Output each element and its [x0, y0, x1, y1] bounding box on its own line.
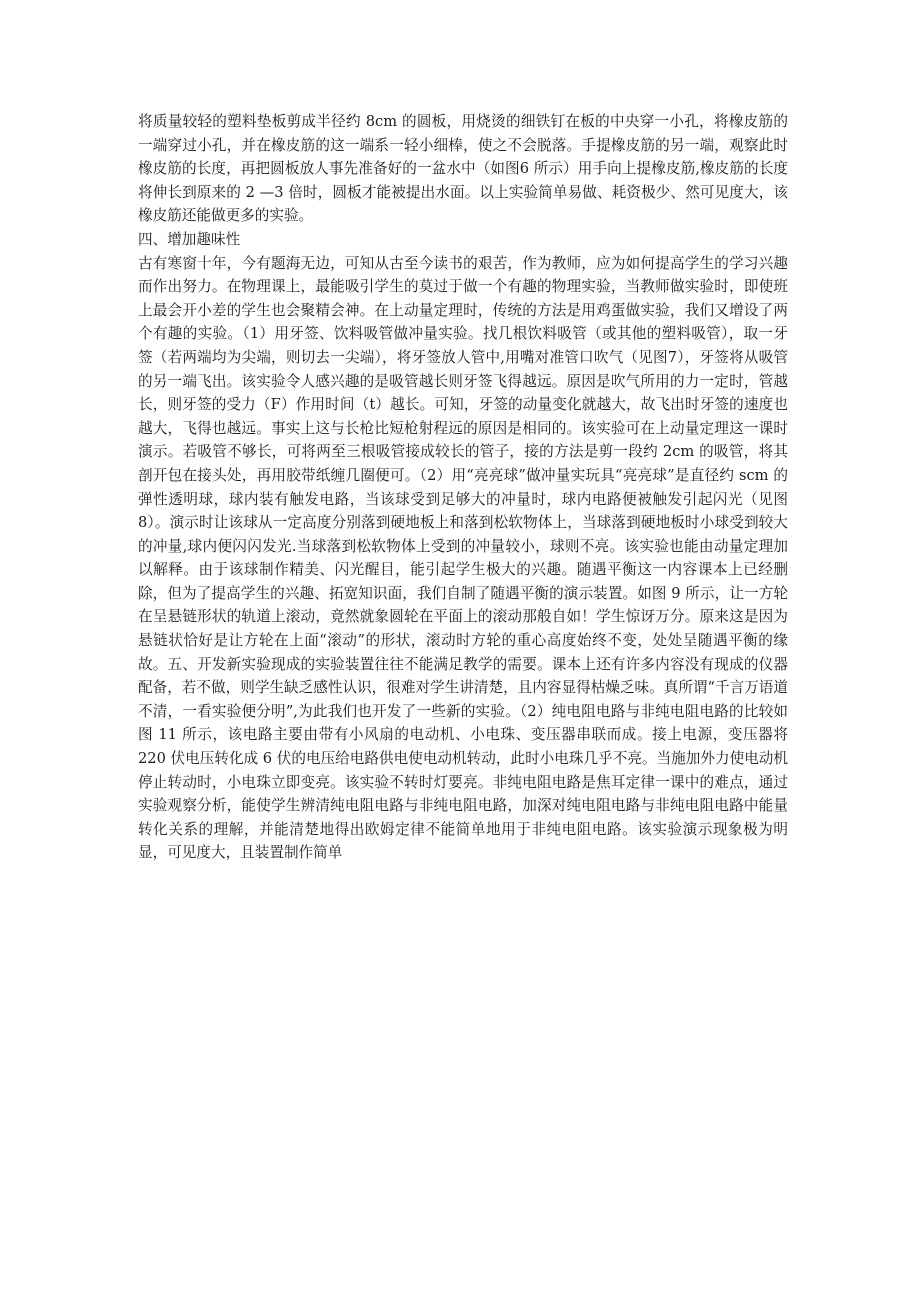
section-heading-interest: 四、增加趣味性 [138, 230, 241, 248]
paragraph-fun-experiments: 古有寒窗十年，今有题海无边，可知从古至今读书的艰苦，作为教师，应为如何提高学生的学习兴趣而作出努力。在物理课上，最能吸引学生的莫过于做一个有趣的物理实验，当教师做实验时，即使班上最会开小差的学生也会聚精会神。在上动量定理时，传统的方法是用鸡蛋做实验，我们又增设了两个有趣的实验。（1）用牙签、饮料吸管做冲量实验。找几根饮料吸管（或其他的塑料吸管），取一牙签（若两端均为尖端，则切去一尖端），将牙签放人管中,用嘴对准管口吹气（见图7），牙签将从吸管的另一端飞出。该实验令人感兴趣的是吸管越长则牙签飞得越远。原因是吹气所用的力一定时，管越长，则牙签的受力（F）作用时间（t）越长。可知，牙签的动量变化就越大，故飞出时牙签的速度也越大，飞得也越远。事实上这与长枪比短枪射程远的原因是相同的。该实验可在上动量定理这一课时演示。若吸管不够长，可将两至三根吸管接成较长的管子，接的方法是剪一段约 2cm 的吸管，将其剖开包在接头处，再用胶带纸缠几圈便可。（2）用“亮亮球”做冲量实玩具“亮亮球”是直径约 scm 的弹性透明球，球内装有触发电路，当该球受到足够大的冲量时，球内电路便被触发引起闪光（见图 8）。演示时让该球从一定高度分别落到硬地板上和落到松软物体上，当球落到硬地板时小球受到较大的冲量,球内便闪闪发光.当球落到松软物体上受到的冲量较小，球则不亮。该实验也能由动量定理加以解释。由于该球制作精美、闪光醒目，能引起学生极大的兴趣。随遇平衡这一内容课本上已经删除，但为了提高学生的兴趣、拓宽知识面，我们自制了随遇平衡的演示装置。如图 9 所示，让一方轮在呈悬链形状的轨道上滚动，竟然就象圆轮在平面上的滚动那般自如！学生惊讶万分。原来这是因为悬链状恰好是让方轮在上面“滚动”的形状，滚动时方轮的重心高度始终不变，处处呈随遇平衡的缘故。五、开发新实验现成的实验装置往往不能满足教学的需要。课本上还有许多内容没有现成的仪器配备，若不做，则学生缺乏感性认识，很难对学生讲清楚，且内容显得枯燥乏味。真所谓“千言万语道不清，一看实验便分明”,为此我们也开发了一些新的实验。（2）纯电阻电路与非纯电阻电路的比较如图 11 所示，该电路主要由带有小风扇的电动机、小电珠、变压器串联而成。接上电源，变压器将 220 伏电压转化成 6 伏的电压给电路供电使电动机转动，此时小电珠几乎不亮。当施加外力使电动机停止转动时，小电珠立即变亮。该实验不转时灯要亮。非纯电阻电路是焦耳定律一课中的难点，通过实验观察分析，能使学生辨清纯电阻电路与非纯电阻电路，加深对纯电阻电路与非纯电阻电路中能量转化关系的理解，并能清楚地得出欧姆定律不能简单地用于非纯电阻电路。该实验演示现象极为明显，可见度大，且装置制作简单 [138, 254, 788, 862]
paragraph-rubber-band-experiment: 将质量较轻的塑料垫板剪成半径约 8cm 的圆板，用烧烫的细铁钉在板的中央穿一小孔，将橡皮筋的一端穿过小孔，并在橡皮筋的这一端系一轻小细棒，使之不会脱落。手提橡皮筋的另一端，观察此时橡皮筋的长度，再把圆板放人事先准备好的一盆水中（如图6 所示）用手向上提橡皮筋,橡皮筋的长度将伸长到原来的 2 —3 倍时，圆板才能被提出水面。以上实验简单易做、耗资极少、然可见度大，该橡皮筋还能做更多的实验。 [138, 113, 788, 225]
document-page [138, 110, 788, 865]
